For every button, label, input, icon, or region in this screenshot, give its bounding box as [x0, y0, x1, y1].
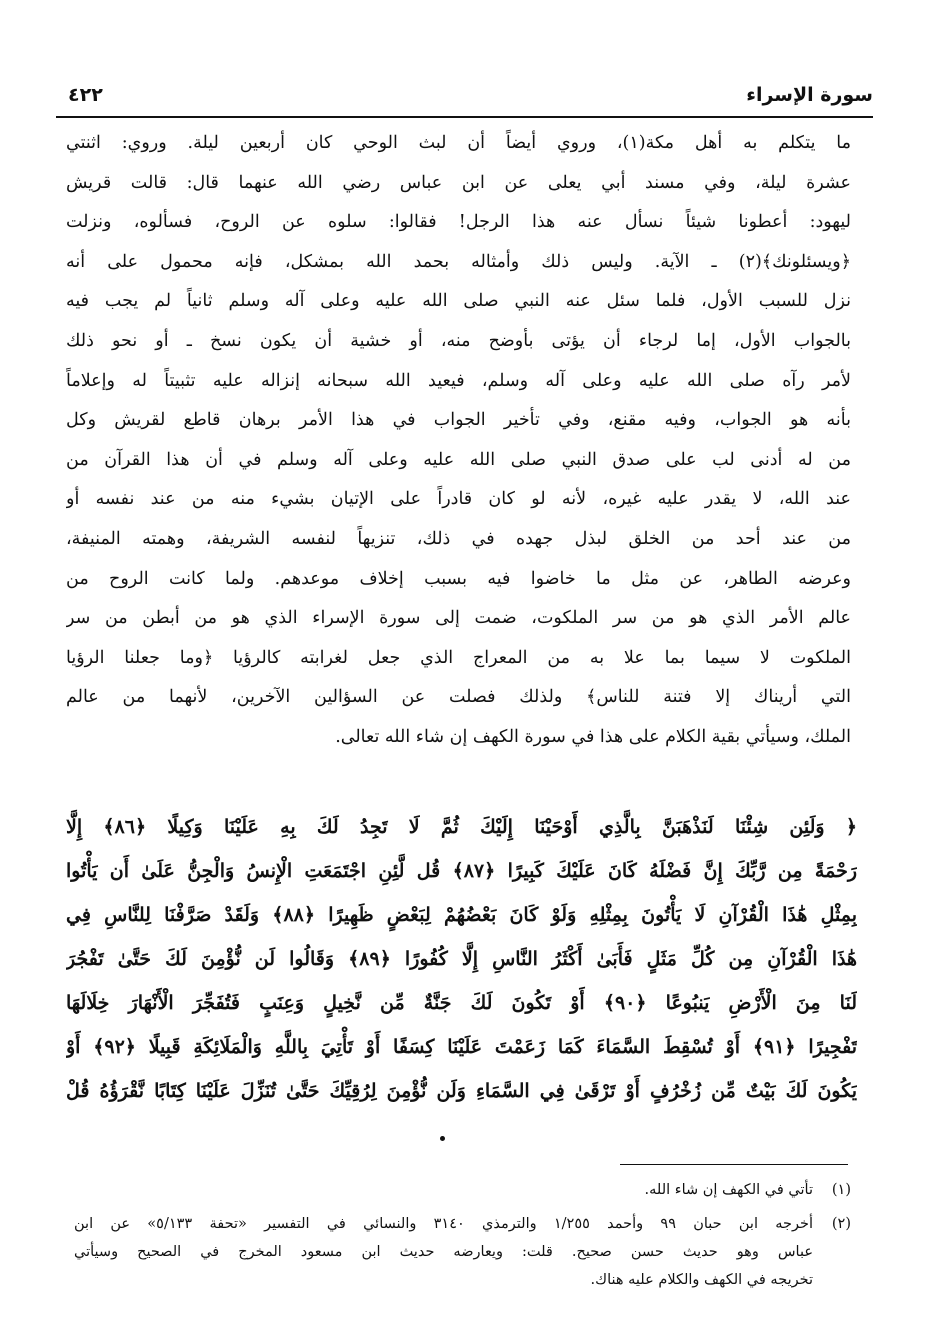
text-line: عند الله، لا يقدر عليه غيره، لأنه لو كان قادراً على الإتيان بشيء منه من عند نفسه أو: [66, 489, 851, 510]
verse-line: رَحْمَةً مِن رَّبِّكَ إِنَّ فَضْلَهُ كَانَ عَلَيْكَ كَبِيرًا ﴿٨٧﴾ قُل لَّئِنِ اجْتَمَعَتِ الْإِنسُ وَالْجِنُّ عَلَىٰ أَن يَأْتُوا: [66, 860, 857, 882]
text-line: عشرة ليلة، وفي مسند أبي يعلى عن ابن عباس رضي الله عنهما قال: قالت قريش: [66, 172, 851, 193]
footnote-line: تأتي في الكهف إن شاء الله.: [644, 1182, 813, 1198]
footnote-text: [74, 1210, 813, 1294]
running-title: سورة الإسراء: [746, 84, 873, 106]
footnote-line: أخرجه ابن حبان ٩٩ وأحمد ١/٢٥٥ والترمذي ٣١٤٠ والنسائي في التفسير «تحفة ٥/١٣٣» عن ابن: [74, 1216, 813, 1232]
footnote: [74, 1210, 851, 1294]
text-line: بالجواب الأول، إما لرجاء أن يؤتى بأوضح منه، أو خشية أن يكون نسخ ـ أو نحو ذلك: [66, 330, 851, 351]
footnote-text: [74, 1176, 813, 1204]
footnote-line: عباس وهو حديث حسن صحيح. قلت: ويعارضه حديث ابن مسعود المخرج في الصحيح وسيأتي: [74, 1244, 813, 1260]
footnote-line: تخريجه في الكهف والكلام عليه هناك.: [590, 1272, 813, 1288]
text-line: التي أريناك إلا فتنة للناس﴾ ولذلك فصلت عن السؤالين الآخرين، لأنهما من عالم: [66, 687, 851, 708]
verse-line: يَكُونَ لَكَ بَيْتٌ مِّن زُخْرُفٍ أَوْ تَرْقَىٰ فِي السَّمَاءِ وَلَن نُّؤْمِنَ لِرُقِيِّكَ حَتَّىٰ تُنَزِّلَ عَلَيْنَا كِتَابًا نَّقْرَؤُهُ قُلْ: [66, 1080, 857, 1102]
text-line: من له أدنى لب على صدق النبي صلى الله عليه وعلى آله وسلم في أن هذا القرآن من: [66, 449, 851, 470]
text-line: بأنه هو الجواب، وفيه مقنع، وفي تأخير الجواب في هذا الأمر برهان قاطع لقريش وكل: [66, 410, 851, 431]
page-header: [56, 78, 873, 118]
header-divider: [56, 116, 873, 118]
text-line: نزل للسبب الأول، فلما سئل عنه النبي صلى الله عليه وعلى آله وسلم ثانياً لم يجب فيه: [66, 291, 851, 312]
text-line: الملك، وسيأتي بقية الكلام على هذا في سورة الكهف إن شاء الله تعالى.: [335, 726, 851, 747]
verse-line: ﴿ وَلَئِن شِئْنَا لَنَذْهَبَنَّ بِالَّذِي أَوْحَيْنَا إِلَيْكَ ثُمَّ لَا تَجِدُ لَكَ بِهِ عَلَيْنَا وَكِيلًا ﴿٨٦﴾ إِلَّا: [66, 816, 857, 838]
text-line: ما يتكلم به أهل مكة(١)، وروي أيضاً أن لبث الوحي كان أربعين ليلة. وروي: اثنتي: [66, 133, 851, 153]
footnote-divider: [620, 1164, 848, 1165]
footnote: [74, 1176, 851, 1204]
text-line: عالم الأمر الذي هو من سر الملكوت، ضمت إلى سورة الإسراء الذي هو من أبطن من سر: [66, 608, 851, 629]
text-line: وعرضه الطاهر، عن مثل ما خاضوا فيه بسبب إخلاف موعدهم. ولما كانت الروح من: [66, 568, 851, 589]
footnote-number: (٢): [831, 1216, 851, 1232]
text-line: لأمر رآه صلى الله عليه وعلى آله وسلم، فيعيد الله سبحانه إنزاله عليه تثبيتاً له وإعلاماً: [66, 370, 851, 391]
text-line: ﴿ويسئلونك﴾(٢) ـ الآية. وليس ذلك وأمثاله بحمد الله بمشكل، فإنه محمول على أنه: [66, 251, 851, 272]
quran-verses: [66, 805, 857, 1113]
verse-line: بِمِثْلِ هَٰذَا الْقُرْآنِ لَا يَأْتُونَ بِمِثْلِهِ وَلَوْ كَانَ بَعْضُهُمْ لِبَعْضٍ ظَهِيرًا ﴿٨٨﴾ وَلَقَدْ صَرَّفْنَا لِلنَّاسِ فِي: [66, 904, 857, 926]
verse-line: تَفْجِيرًا ﴿٩١﴾ أَوْ تُسْقِطَ السَّمَاءَ كَمَا زَعَمْتَ عَلَيْنَا كِسَفًا أَوْ تَأْتِيَ بِاللَّهِ وَالْمَلَائِكَةِ قَبِيلًا ﴿٩٢﴾ أَوْ: [66, 1036, 857, 1058]
section-dot: [440, 1136, 445, 1141]
verse-line: هَٰذَا الْقُرْآنِ مِن كُلِّ مَثَلٍ فَأَبَىٰ أَكْثَرُ النَّاسِ إِلَّا كُفُورًا ﴿٨٩﴾ وَقَالُوا لَن نُّؤْمِنَ لَكَ حَتَّىٰ تَفْجُرَ: [66, 948, 857, 970]
commentary-text: [66, 124, 851, 758]
text-line: ليهود: أعطونا شيئاً نسأل عنه هذا الرجل! فقالوا: سلوه عن الروح، فسألوه، ونزلت: [66, 212, 851, 233]
text-line: من عند أحد من الخلق لبذل جهده في ذلك، تنزيهاً لنفسه الشريفة، وهمته المنيفة،: [66, 528, 851, 549]
footnotes: [74, 1176, 851, 1300]
footnote-number: (١): [831, 1182, 851, 1198]
text-line: الملكوت لا سيما بما علا به من المعراج الذي جعل لغرابته كالرؤيا ﴿وما جعلنا الرؤيا: [66, 647, 851, 668]
page-number: ٤٢٢: [68, 84, 103, 106]
verse-line: لَنَا مِنَ الْأَرْضِ يَنبُوعًا ﴿٩٠﴾ أَوْ تَكُونَ لَكَ جَنَّةٌ مِّن نَّخِيلٍ وَعِنَبٍ فَتُفَجِّرَ الْأَنْهَارَ خِلَالَهَا: [66, 992, 857, 1014]
